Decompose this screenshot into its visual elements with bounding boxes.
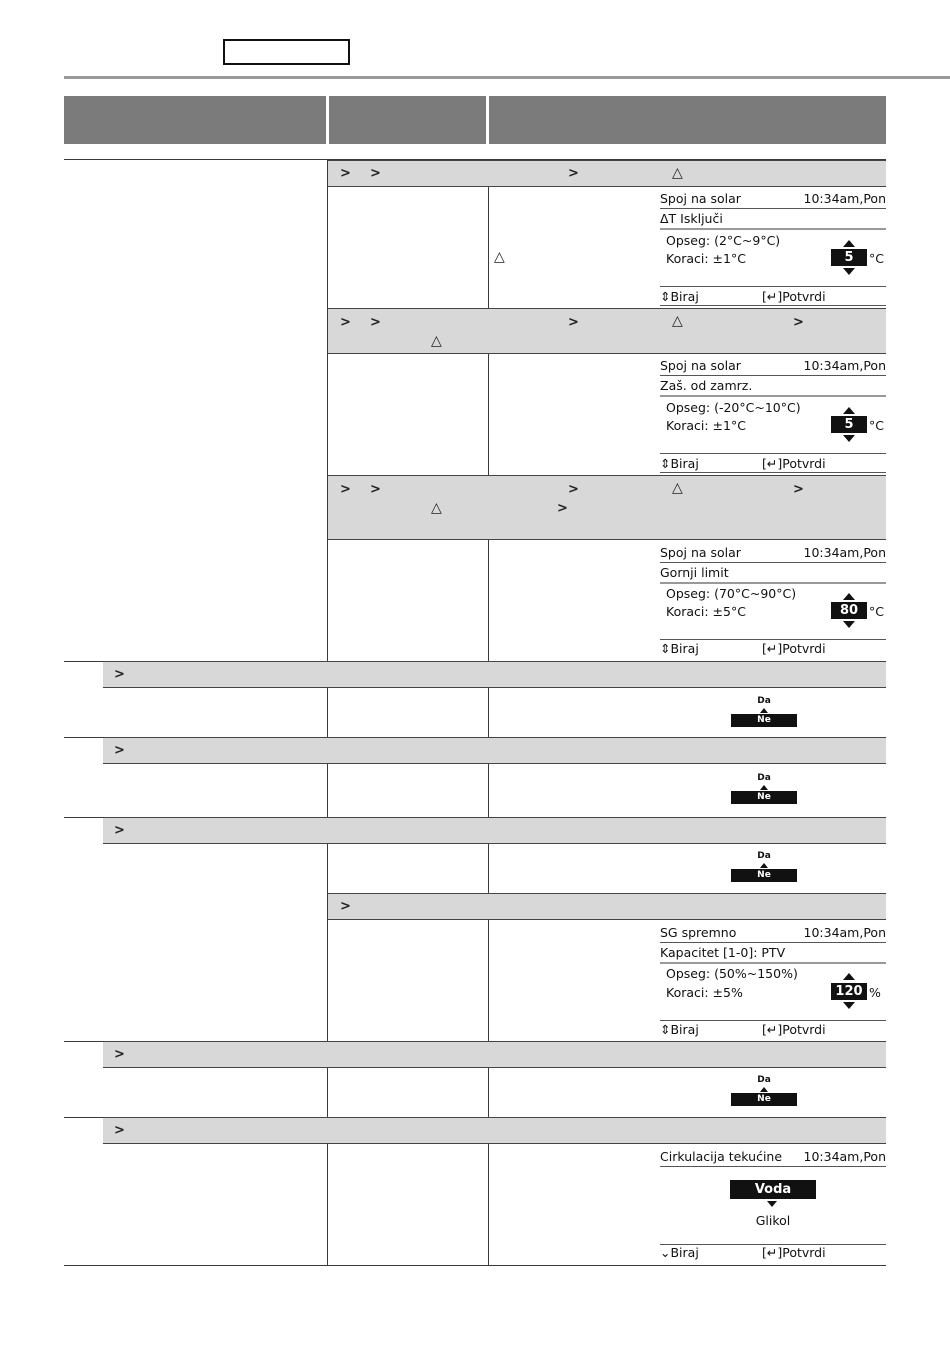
chevron-right-icon: > [340,315,351,330]
option-no-selected: Ne [731,791,797,804]
lcd-title: Spoj na solar [660,191,741,206]
menu-path-bar [328,160,886,187]
yes-no-selector [731,696,797,732]
lcd-unit: °C [869,418,884,433]
delta-triangle-icon: △ [672,165,683,181]
option-yes: Da [757,1075,771,1085]
lcd-unit: % [869,985,881,1000]
lcd-time: 10:34am,Pon [803,191,886,206]
chevron-right-icon: > [568,166,579,181]
down-arrow-icon [767,1201,777,1207]
col-divider [488,688,489,738]
option-no-selected: Ne [731,869,797,882]
header-label-box [223,39,350,65]
chevron-right-icon: > [340,482,351,497]
lcd-fluid-circulation [660,1148,886,1264]
menu-path-bar [328,475,886,540]
decrement-arrow-icon [843,435,855,442]
lcd-confirm-hint: [↵]Potvrdi [762,1022,826,1037]
lcd-range: Opseg: (-20°C~10°C) [666,400,801,415]
menu-path-bar [328,308,886,354]
col-divider [488,187,489,308]
lcd-unit: °C [869,604,884,619]
chevron-right-icon: > [114,1047,125,1062]
lcd-time: 10:34am,Pon [803,545,886,560]
menu-path-bar [103,1117,886,1144]
lcd-value: 5 [831,416,867,433]
lcd-select-hint: ⇕Biraj [660,456,699,471]
col-divider [327,159,328,661]
lcd-upper-limit [660,544,886,660]
lcd-value: 80 [831,602,867,619]
lcd-confirm-hint: [↵]Potvrdi [762,289,826,304]
lcd-value: 5 [831,249,867,266]
chevron-right-icon: > [114,1123,125,1138]
col-divider [327,764,328,817]
menu-path-bar [103,817,886,844]
option-water-selected: Voda [730,1180,816,1199]
decrement-arrow-icon [843,268,855,275]
lcd-unit: °C [869,251,884,266]
col-divider [327,1144,328,1265]
lcd-title: SG spremno [660,925,737,940]
table-bottom-rule [64,1265,886,1266]
up-arrow-icon [760,863,768,868]
decrement-arrow-icon [843,621,855,628]
table-header-col-2 [329,96,486,144]
chevron-right-icon: > [114,667,125,682]
lcd-select-hint: ⌄Biraj [660,1245,699,1260]
lcd-select-hint: ⇕Biraj [660,641,699,656]
lcd-confirm-hint: [↵]Potvrdi [762,641,826,656]
lcd-sg-capacity [660,924,886,1040]
lcd-title: Spoj na solar [660,358,741,373]
decrement-arrow-icon [843,1002,855,1009]
option-no-selected: Ne [731,714,797,727]
chevron-right-icon: > [568,315,579,330]
lcd-steps: Koraci: ±5°C [666,604,746,619]
chevron-right-icon: > [340,899,351,914]
lcd-subtitle: Zaš. od zamrz. [660,378,753,393]
lcd-range: Opseg: (50%~150%) [666,966,798,981]
col-divider [488,1144,489,1265]
lcd-time: 10:34am,Pon [803,925,886,940]
col-divider [488,354,489,475]
increment-arrow-icon [843,973,855,980]
lcd-subtitle: Gornji limit [660,565,729,580]
yes-no-selector [731,851,797,887]
table-header-col-3 [489,96,886,144]
lcd-delta-off [660,190,886,306]
chevron-right-icon: > [370,482,381,497]
chevron-right-icon: > [340,166,351,181]
col-divider [488,1068,489,1117]
lcd-title: Spoj na solar [660,545,741,560]
increment-arrow-icon [843,240,855,247]
option-yes: Da [757,696,771,706]
lcd-subtitle: Kapacitet [1-0]: PTV [660,945,786,960]
lcd-steps: Koraci: ±1°C [666,418,746,433]
lcd-subtitle: ΔT Isključi [660,211,723,226]
chevron-right-icon: > [370,315,381,330]
col-divider [488,540,489,661]
table-header-col-1 [64,96,326,144]
lcd-range: Opseg: (2°C~9°C) [666,233,781,248]
menu-path-bar [103,661,886,688]
delta-triangle-icon: △ [672,480,683,496]
lcd-select-hint: ⇕Biraj [660,289,699,304]
lcd-time: 10:34am,Pon [803,1149,886,1164]
menu-path-bar [103,737,886,764]
chevron-right-icon: > [568,482,579,497]
lcd-title: Cirkulacija tekućine [660,1149,783,1164]
lcd-steps: Koraci: ±5% [666,985,743,1000]
chevron-right-icon: > [793,315,804,330]
option-glycol: Glikol [755,1213,791,1228]
delta-triangle-icon: △ [431,333,442,349]
chevron-right-icon: > [557,501,568,516]
chevron-right-icon: > [793,482,804,497]
delta-triangle-icon: △ [494,249,505,265]
option-yes: Da [757,851,771,861]
chevron-right-icon: > [370,166,381,181]
chevron-right-icon: > [114,743,125,758]
menu-path-bar [328,893,886,920]
delta-triangle-icon: △ [672,313,683,329]
option-yes: Da [757,773,771,783]
header-rule [64,76,950,79]
lcd-range: Opseg: (70°C~90°C) [666,586,797,601]
col-divider [327,688,328,738]
yes-no-selector [731,773,797,809]
col-divider [488,844,489,893]
lcd-confirm-hint: [↵]Potvrdi [762,456,826,471]
col-divider [327,1068,328,1117]
lcd-select-hint: ⇕Biraj [660,1022,699,1037]
lcd-confirm-hint: [↵]Potvrdi [762,1245,826,1260]
lcd-freeze-protection [660,357,886,473]
col-divider [327,844,328,1041]
increment-arrow-icon [843,593,855,600]
up-arrow-icon [760,1087,768,1092]
chevron-right-icon: > [114,823,125,838]
lcd-steps: Koraci: ±1°C [666,251,746,266]
menu-path-bar [103,1041,886,1068]
up-arrow-icon [760,785,768,790]
option-no-selected: Ne [731,1093,797,1106]
up-arrow-icon [760,708,768,713]
col-divider [488,764,489,817]
increment-arrow-icon [843,407,855,414]
lcd-time: 10:34am,Pon [803,358,886,373]
yes-no-selector [731,1075,797,1111]
delta-triangle-icon: △ [431,500,442,516]
col-divider [488,920,489,1041]
lcd-value: 120 [831,983,867,1000]
